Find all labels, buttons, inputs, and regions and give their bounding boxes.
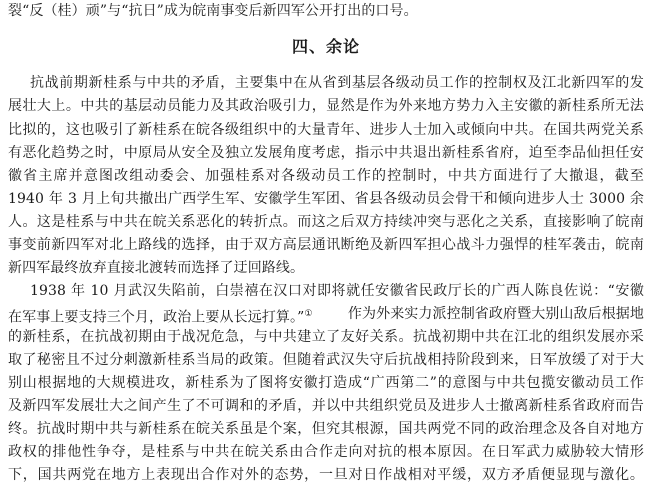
paragraph-1-line: 展壮大上。中共的基层动员能力及其政治吸引力，显然是作为外来地方势力入主安徽的新桂系所无法 (8, 98, 644, 114)
paragraph-2-line: 及新四军发展壮大之间产生了不可调和的矛盾，并以中共组织党员及进步人士撤离新桂系省政府而告 (8, 398, 644, 414)
paragraph-1-line: 新四军最终放弃直接北渡转而选择了迂回路线。 (8, 260, 305, 276)
paragraph-1-line: 比拟的，这也吸引了新桂系在皖各级组织中的大量青年、进步人士加入或倾向中共。在国共两党关系 (8, 122, 644, 138)
paragraph-2-line: 取了秘密且不过分刺激新桂系当局的政策。但随着武汉失守后抗战相持阶段到来，日军放缓了对于大 (8, 352, 644, 368)
paragraph-2-line-part: 作为外来实力派控制省政府暨大别山敌后根据地 (347, 306, 644, 322)
paragraph-1-line: 有恶化趋势之时，中原局从安全及独立发展角度考虑，指示中共退出新桂系省府，迫至李品仙担任安 (8, 145, 644, 161)
paragraph-2-line: 别山根据地的大规模进攻，新桂系为了图将安徽打造成“广西第二”的意图与中共包揽安徽动员工作 (8, 375, 644, 391)
paragraph-2-line: 的新桂系，在抗战初期由于战况危急，与中共建立了友好关系。抗战初期中共在江北的组织发展亦采 (8, 329, 644, 345)
paragraph-2-line: 终。抗战时期中共与新桂系在皖关系虽是个案，但究其根源，国共两党不同的政治理念及各自对地方 (8, 421, 644, 437)
paragraph-1-line: 徽省主席并意图改组动委会、加强桂系对各级动员工作的控制时，中共方面进行了大撤退，截至 (8, 168, 644, 184)
paragraph-1-line: 1940 年 3 月上旬共撤出广西学生军、安徽学生军团、省县各级动员会骨干和倾向进步人士 3000 余 (8, 191, 644, 207)
top-line: 裂“反（桂）顽”与“抗日”成为皖南事变后新四军公开打出的口号。 (8, 3, 418, 19)
section-heading: 四、余论 (291, 37, 360, 56)
paragraph-1-line: 事变前新四军对北上路线的选择，由于双方高层通讯断绝及新四军担心战斗力强悍的桂军袭击，皖南 (8, 237, 644, 253)
paragraph-2-line: 1938 年 10 月武汉失陷前，白崇禧在汉口对即将就任安徽省民政厅长的广西人陈良佐说：“安徽 (30, 283, 644, 299)
paragraph-1-line: 抗战前期新桂系与中共的矛盾，主要集中在从省到基层各级动员工作的控制权及江北新四军的发 (30, 75, 644, 91)
paragraph-2-line (8, 304, 644, 328)
paragraph-2-line: 政权的排他性争夺，是桂系与中共在皖关系由合作走向对抗的根本原因。在日军武力威胁较大情形 (8, 444, 644, 460)
paragraph-2-line-part: 在军事上要支持三个月，政治上要从长远打算。”① (8, 309, 313, 326)
footnote-marker[interactable]: ① (304, 309, 313, 319)
paragraph-1-line: 人。这是桂系与中共在皖关系恶化的转折点。而这之后双方持续冲突与恶化之关系，直接影响了皖南 (8, 214, 644, 230)
paragraph-2-line: 下，国共两党在地方上表现出合作对外的态势，一旦对日作战相对平缓，双方矛盾便显现与激化。 (8, 467, 644, 483)
